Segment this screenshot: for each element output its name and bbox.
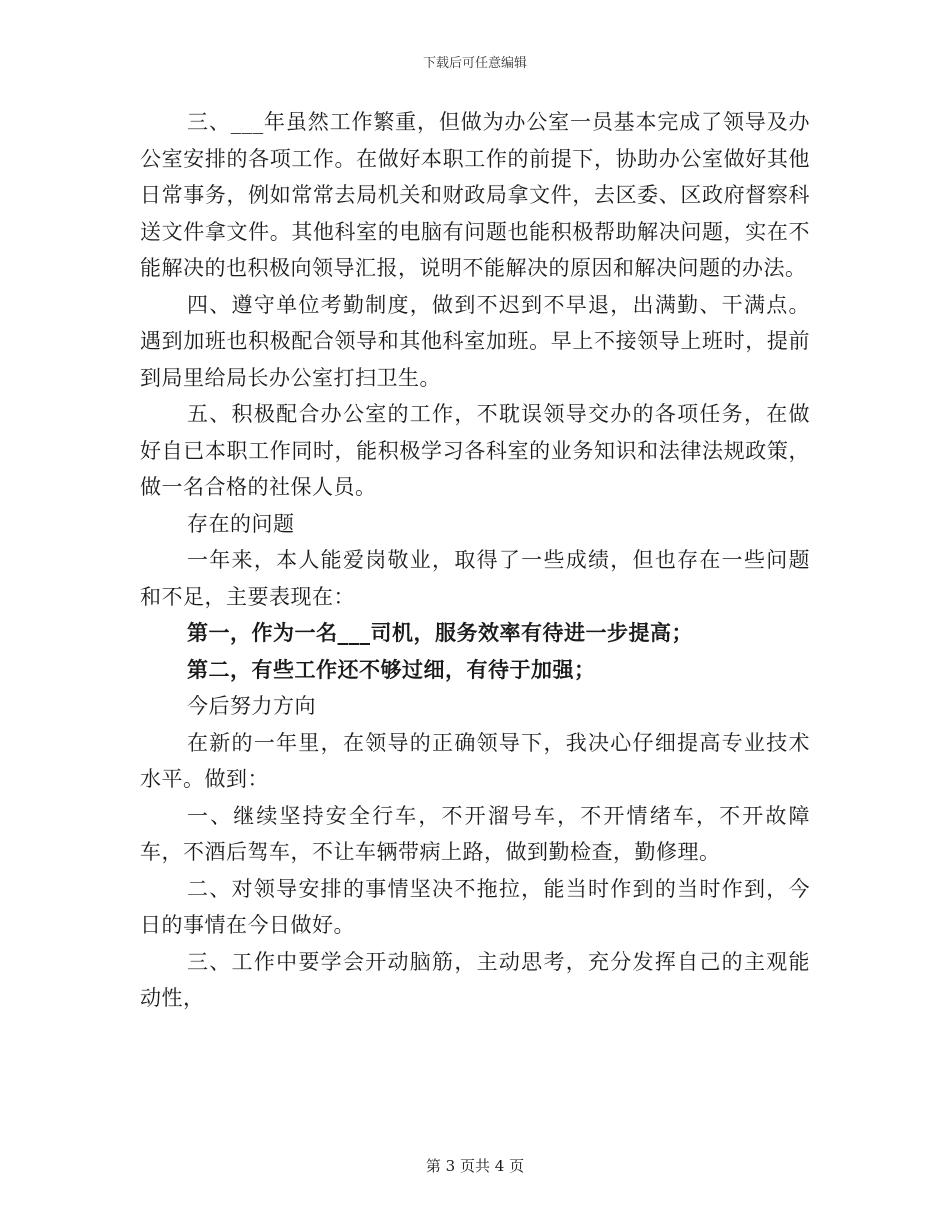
paragraph-work-item-4: 四、遵守单位考勤制度，做到不迟到不早退，出满勤、干满点。遇到加班也积极配合领导和其他科室加班。早上不接领导上班时，提前到局里给局长办公室打扫卫生。 <box>140 292 810 390</box>
paragraph-work-item-3: 三、___年虽然工作繁重，但做为办公室一员基本完成了领导及办公室安排的各项工作。在做好本职工作的前提下，协助办公室做好其他日常事务，例如常常去局机关和财政局拿文件，去区委、区政府督察科送文件拿文件。其他科室的电脑有问题也能积极帮助解决问题，实在不能解决的也积极向领导汇报，说明不能解决的原因和解决问题的办法。 <box>140 110 810 280</box>
page-header: 下载后可任意编辑 <box>422 56 527 71</box>
document-body <box>140 104 810 1017</box>
direction-item-1: 一、继续坚持安全行车，不开溜号车，不开情绪车，不开故障车，不酒后驾车，不让车辆带病上路，做到勤检查，勤修理。 <box>140 803 810 864</box>
direction-item-3: 三、工作中要学会开动脑筋，主动思考，充分发挥自己的主观能动性， <box>140 949 810 1010</box>
paragraph-work-item-5: 五、积极配合办公室的工作，不耽误领导交办的各项任务，在做好自已本职工作同时，能积极学习各科室的业务知识和法律法规政策，做一名合格的社保人员。 <box>140 402 810 499</box>
paragraph-direction-intro: 在新的一年里，在领导的正确领导下，我决心仔细提高专业技术水平。做到： <box>140 730 810 791</box>
direction-item-2: 二、对领导安排的事情坚决不拖拉，能当时作到的当时作到，今日的事情在今日做好。 <box>140 876 810 937</box>
paragraph-problems-intro: 一年来，本人能爱岗敬业，取得了一些成绩，但也存在一些问题和不足，主要表现在： <box>140 548 810 609</box>
section-heading-problems: 存在的问题 <box>187 511 295 536</box>
problem-item-1: 第一，作为一名___司机，服务效率有待进一步提高； <box>187 620 693 645</box>
section-heading-direction: 今后努力方向 <box>187 694 316 718</box>
problem-item-2: 第二，有些工作还不够过细，有待于加强； <box>187 656 596 682</box>
page-footer: 第 3 页共 4 页 <box>425 1157 525 1175</box>
